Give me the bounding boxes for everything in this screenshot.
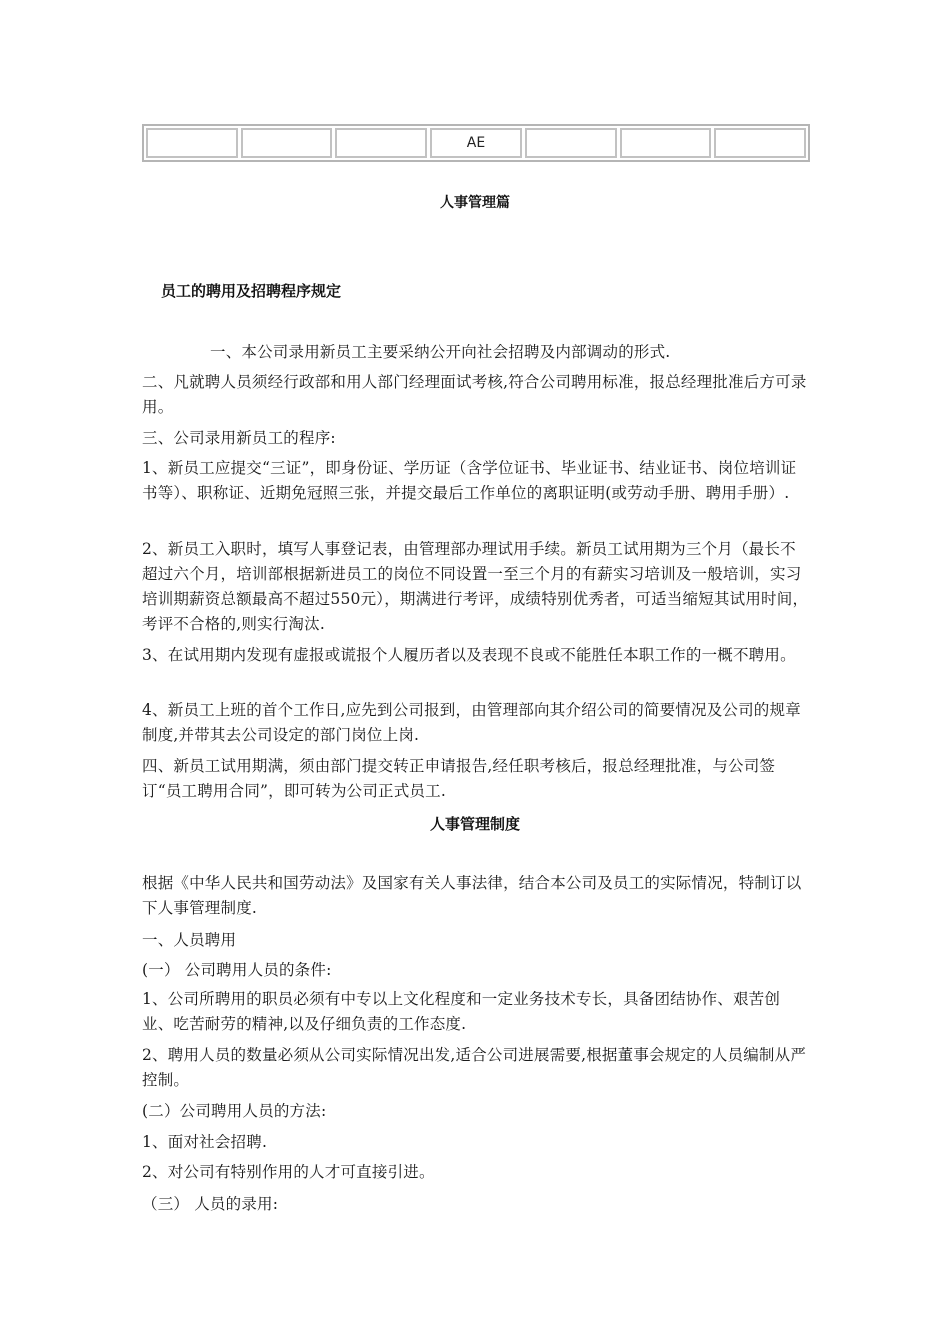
- paragraph: （三） 人员的录用:: [142, 1195, 279, 1213]
- paragraph: 根据《中华人民共和国劳动法》及国家有关人事法律，结合本公司及员工的实际情况，特制订以下人事管理制度.: [142, 874, 802, 917]
- doc-title: 人事管理篇: [440, 195, 510, 211]
- paragraph: 4、新员工上班的首个工作日,应先到公司报到，由管理部向其介绍公司的简要情况及公司的规章制度,并带其去公司设定的部门岗位上岗.: [142, 701, 801, 744]
- section-title: 员工的聘用及招聘程序规定: [161, 282, 342, 300]
- paragraph: 1、新员工应提交“三证”，即身份证、学历证（含学位证书、毕业证书、结业证书、岗位培训证书等）、职称证、近期免冠照三张，并提交最后工作单位的离职证明(或劳动手册、聘用手册）.: [142, 459, 797, 502]
- paragraph: (二）公司聘用人员的方法:: [142, 1102, 327, 1120]
- paragraph: 四、新员工试用期满，须由部门提交转正申请报告,经任职考核后，报总经理批准，与公司签订“员工聘用合同”，即可转为公司正式员工.: [142, 757, 776, 800]
- header-cell: [620, 128, 712, 158]
- header-cell: [714, 128, 806, 158]
- header-table: [142, 124, 810, 162]
- paragraph: (一） 公司聘用人员的条件:: [142, 961, 332, 979]
- paragraph: 1、公司所聘用的职员必须有中专以上文化程度和一定业务技术专长，具备团结协作、艰苦创业、吃苦耐劳的精神,以及仔细负责的工作态度.: [142, 990, 781, 1033]
- paragraph: 三、公司录用新员工的程序:: [142, 429, 336, 447]
- header-cell: [335, 128, 427, 158]
- header-cell-ae: AE: [430, 128, 522, 158]
- paragraph: 2、对公司有特别作用的人才可直接引进。: [142, 1163, 435, 1181]
- paragraph: 二、凡就聘人员须经行政部和用人部门经理面试考核,符合公司聘用标准，报总经理批准后方可录用。: [142, 373, 807, 416]
- doc-title-2: 人事管理制度: [429, 815, 520, 833]
- header-cell: [146, 128, 238, 158]
- paragraph: 2、聘用人员的数量必须从公司实际情况出发,适合公司进展需要,根据董事会规定的人员编制从严控制。: [142, 1046, 807, 1089]
- header-cell: [241, 128, 333, 158]
- paragraph: 2、新员工入职时，填写人事登记表，由管理部办理试用手续。新员工试用期为三个月（最长不超过六个月，培训部根据新进员工的岗位不同设置一至三个月的有薪实习培训及一般培训，实习培训期薪资总额最高不超过550元），期满进行考评，成绩特别优秀者，可适当缩短其试用时间，考评不合格的,则实行淘汰.: [142, 540, 809, 633]
- header-cell: [525, 128, 617, 158]
- paragraph: 3、在试用期内发现有虚报或谎报个人履历者以及表现不良或不能胜任本职工作的一概不聘用。: [142, 646, 796, 664]
- paragraph: 一、本公司录用新员工主要采纳公开向社会招聘及内部调动的形式.: [210, 343, 671, 361]
- paragraph: 一、人员聘用: [142, 931, 237, 949]
- paragraph: 1、面对社会招聘.: [142, 1133, 268, 1151]
